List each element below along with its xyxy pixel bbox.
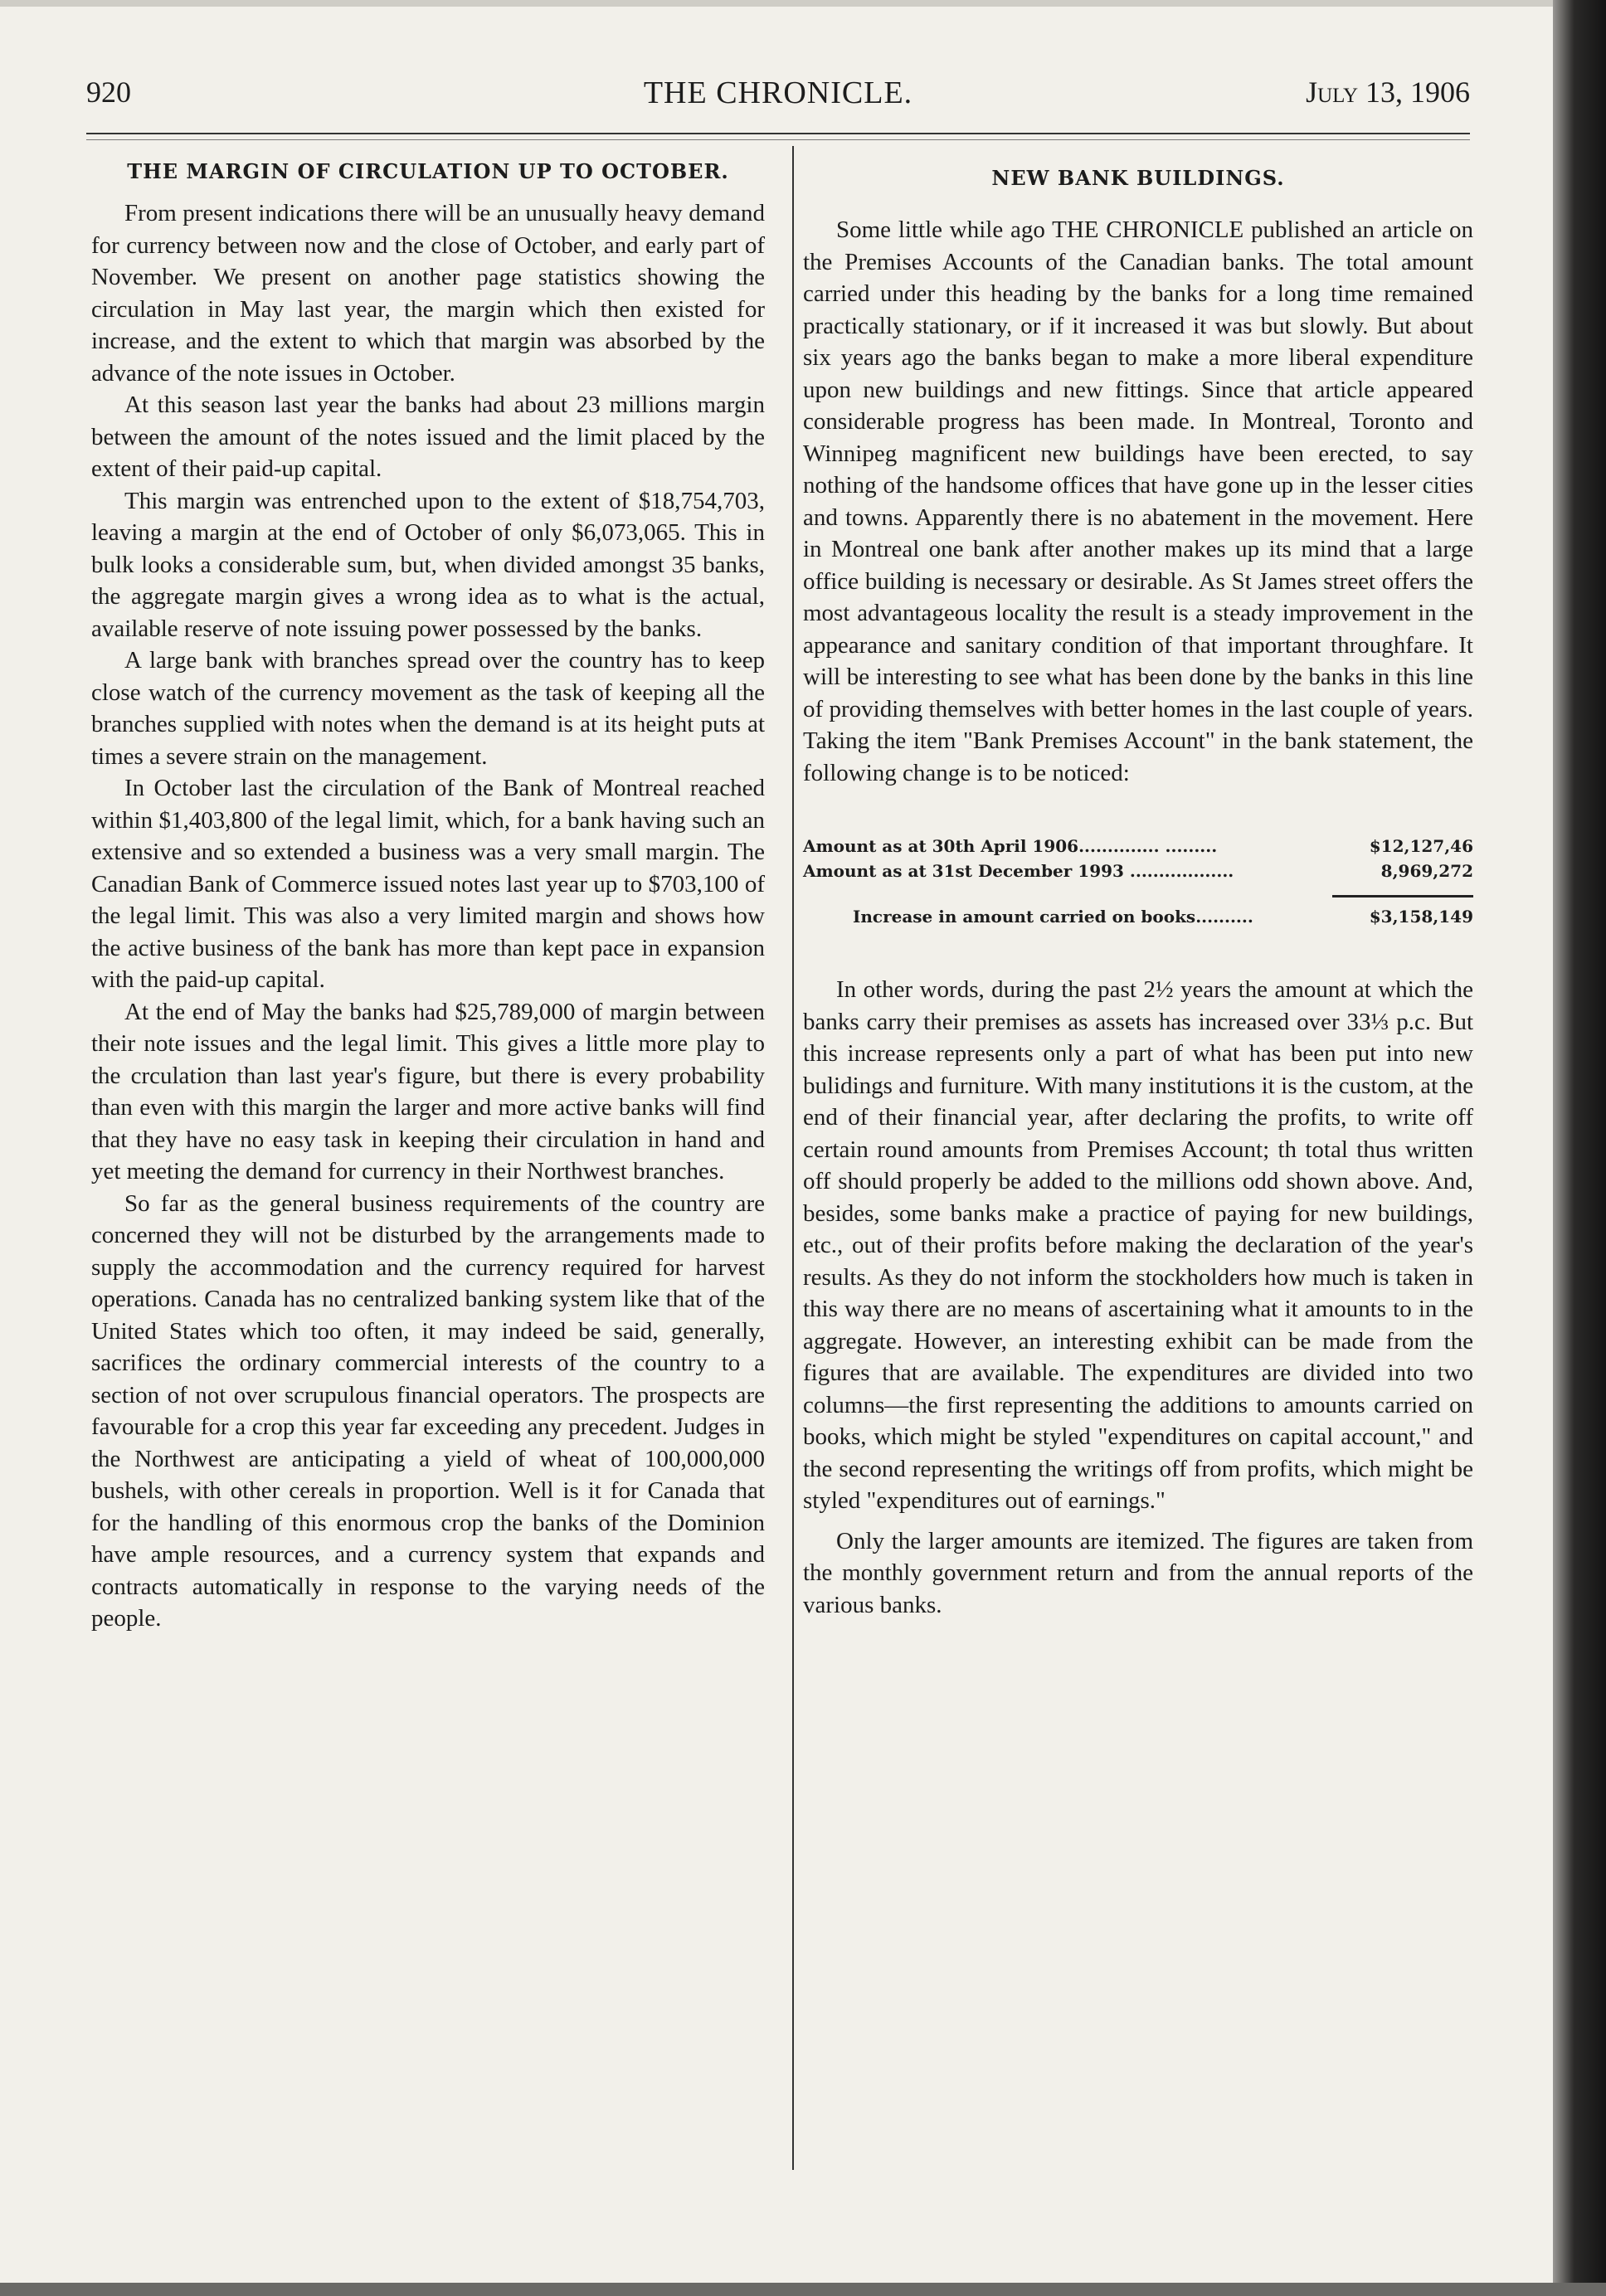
column-divider	[792, 146, 794, 2170]
article-paragraph: So far as the general business requirements of the country are concerned they will not be disturbed by the arrangements made to supply the accommodation and the currency required for harvest operations. Canada has no centralized banking system like that of the United States which too often, it may indeed be said, generally, sacrifices the ordinary commercial interests of the country to a section of not over scrupulous financial operators. The prospects are favourable for a crop this year far exceeding any precedent. Judges in the Northwest are anticipating a yield of wheat of 100,000,000 bushels, with other cereals in proportion. Well is it for Canada that for the handling of this enormous crop the banks of the Dominion have ample resources, and a currency system that expands and contracts automatically in response to the varying needs of the people.	[91, 1189, 765, 1632]
table-row-amount: $12,127,46	[1369, 836, 1473, 856]
table-total-label: Increase in amount carried on books..........	[853, 907, 1253, 927]
header-rule	[86, 133, 1470, 134]
article-paragraph: Some little while ago THE CHRONICLE published an article on the Premises Accounts of the Canadian banks. The total amount carried under this heading by the banks for a long time remained practically stationary, or if it increased it was but slowly. But about six years ago the banks began to make a more liberal expenditure upon new buildings and new fittings. Since that article appeared considerable progress has been made. In Montreal, Toronto and Winnipeg magnificent new buildings have been erected, to say nothing of the handsome offices that have gone up in the lesser cities and towns. Apparently there is no abatement in the movement. Here in Montreal one bank after another makes up its mind that a large office building is necessary or desirable. As St James street offers the most advantageous locality the result is a steady improvement in the appearance and sanitary condition of that important throughfare. It will be interesting to see what has been done by the banks in this line of providing themselves with better homes in the last couple of years. Taking the item "Bank Premises Account" in the bank statement, the following change is to be noticed:	[803, 216, 1473, 786]
issue-date: July 13, 1906	[1306, 75, 1470, 109]
page-number: 920	[86, 75, 131, 109]
table-row-label: Amount as at 31st December 1993 ..................	[803, 861, 1234, 881]
page-binding-shadow	[1553, 0, 1606, 2296]
article-headline: THE MARGIN OF CIRCULATION UP TO OCTOBER.	[127, 159, 729, 183]
bottom-edge	[0, 2283, 1606, 2296]
article-paragraph: A large bank with branches spread over the country has to keep close watch of the currency movement as the task of keeping all the branches supplied with notes when the demand is at its height puts at times a severe strain on the management.	[91, 647, 765, 770]
article-paragraph: In October last the circulation of the Bank of Montreal reached within $1,403,800 of the legal limit, which, for a bank having such an extensive and so extended a business was a very small margin. The Canadian Bank of Commerce issued notes last year up to $703,100 of the legal limit. This was also a very limited margin and shows how the active business of the bank has more than kept pace in expansion with the paid-up capital.	[91, 775, 765, 993]
table-row	[803, 859, 1473, 883]
table-row-amount: 8,969,272	[1380, 861, 1473, 881]
article-paragraph: This margin was entrenched upon to the extent of $18,754,703, leaving a margin at the end of October of only $6,073,065. This in bulk looks a considerable sum, but, when divided amongst 35 banks, the aggregate margin gives a wrong idea as to what is the actual, available reserve of note issuing power possessed by the banks.	[91, 487, 765, 642]
article-paragraph: From present indications there will be an unusually heavy demand for currency between now and the close of October, and early part of November. We present on another page statistics showing the circulation in May last year, the margin which then existed for increase, and the extent to which that margin was absorbed by the advance of the note issues in October.	[91, 200, 765, 387]
table-row	[803, 834, 1473, 859]
article-paragraph: Only the larger amounts are itemized. The figures are taken from the monthly government return and from the annual reports of the various banks.	[803, 1527, 1473, 1618]
total-rule	[1332, 895, 1473, 897]
table-total-row	[803, 904, 1473, 929]
article-paragraph: At the end of May the banks had $25,789,000 of margin between their note issues and the legal limit. This gives a little more play to the crculation than last year's figure, but there is every probability than even with this margin the larger and more active banks will find that they have no easy task in keeping their circulation in hand and yet meeting the demand for currency in their Northwest branches.	[91, 998, 765, 1184]
header-rule-thin	[86, 139, 1470, 140]
table-total-amount: $3,158,149	[1369, 907, 1473, 927]
right-column	[803, 158, 1473, 1621]
page-header	[86, 75, 1470, 124]
journal-title: THE CHRONICLE.	[643, 75, 913, 110]
left-column	[91, 158, 765, 1635]
table-row-label: Amount as at 30th April 1906.............. .........	[803, 836, 1218, 856]
article-paragraph: At this season last year the banks had about 23 millions margin between the amount of the notes issued and the limit placed by the extent of their paid-up capital.	[91, 392, 765, 482]
article-headline: NEW BANK BUILDINGS.	[991, 166, 1285, 190]
top-edge	[0, 0, 1606, 7]
premises-table	[803, 834, 1473, 929]
article-paragraph: In other words, during the past 2½ years the amount at which the banks carry their premises as assets has increased over 33⅓ p.c. But this increase represents only a part of what has been put into new bulidings and furniture. With many institutions it is the custom, at the end of their financial year, after declaring the profits, to write off certain round amounts from Premises Account; th total thus written off should properly be added to the millions odd shown above. And, besides, some banks make a practice of paying for new buildings, etc., out of their profits before making the declaration of the year's results. As they do not inform the stockholders how much is taken in this way there are no means of ascertaining what it amounts to in the aggregate. However, an interesting exhibit can be made from the figures that are available. The expenditures are divided into two columns—the first representing the additions to amounts carried on books, which might be styled "expenditures on capital account," and the second representing the writings off from profits, which might be styled "expenditures out of earnings."	[803, 976, 1473, 1514]
